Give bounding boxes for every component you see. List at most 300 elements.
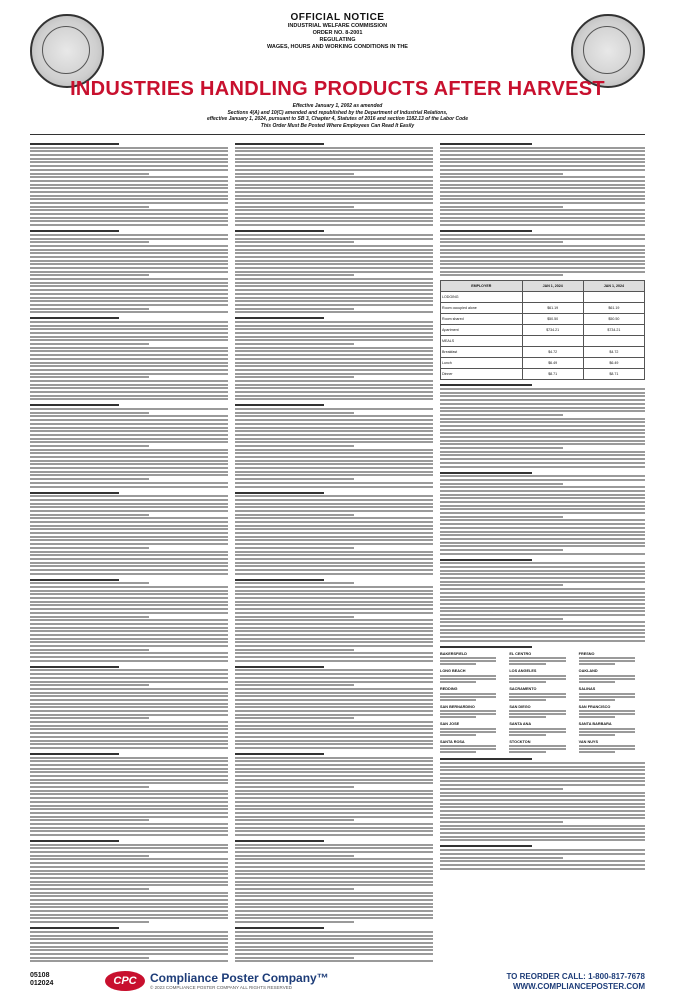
cpc-logo: CPC — [105, 971, 145, 991]
text-line — [440, 436, 645, 438]
text-line — [440, 614, 645, 616]
text-line — [30, 430, 228, 432]
text-line — [30, 917, 228, 919]
text-line — [235, 714, 433, 716]
text-line — [235, 460, 433, 462]
reorder-info — [506, 972, 645, 992]
text-line — [440, 147, 645, 149]
text-line — [235, 169, 433, 171]
text-line — [235, 892, 433, 894]
office-name: SAN FRANCISCO — [578, 704, 611, 709]
text-line — [440, 238, 645, 240]
text-line — [440, 814, 645, 816]
office-address-line — [440, 716, 476, 718]
text-line — [235, 506, 433, 508]
table-header: JAN 1, 2024 — [583, 281, 644, 292]
office-name: LONG BEACH — [440, 669, 466, 674]
text-line — [235, 380, 433, 382]
text-line — [235, 517, 433, 519]
regulating-label: REGULATING — [319, 37, 356, 43]
header-divider — [30, 134, 645, 135]
text-line — [30, 365, 228, 367]
text-line — [30, 267, 228, 269]
text-line — [235, 681, 433, 683]
text-line — [440, 249, 645, 251]
text-line — [440, 857, 563, 859]
text-line — [30, 198, 228, 200]
text-line — [235, 321, 433, 323]
text-line — [30, 495, 228, 497]
text-line — [30, 914, 228, 916]
text-line — [30, 906, 228, 908]
text-line — [235, 289, 433, 291]
text-line — [235, 308, 354, 310]
text-line — [235, 558, 433, 560]
text-line — [440, 519, 645, 521]
text-line — [440, 497, 645, 499]
text-line — [30, 703, 228, 705]
text-line — [30, 384, 228, 386]
text-line — [440, 621, 645, 623]
text-line — [235, 717, 354, 719]
text-line — [30, 274, 149, 276]
text-line — [440, 454, 645, 456]
text-line — [235, 551, 433, 553]
text-line — [440, 206, 563, 208]
office-address-line — [509, 728, 565, 730]
text-line — [30, 206, 149, 208]
table-row — [441, 292, 645, 303]
text-line — [440, 252, 645, 254]
text-line — [440, 508, 645, 510]
text-line — [30, 419, 228, 421]
text-line — [235, 482, 433, 484]
text-line — [30, 764, 228, 766]
office-name: SALINAS — [578, 686, 596, 691]
text-line — [30, 775, 228, 777]
text-line — [440, 512, 645, 514]
poster-codes — [30, 972, 53, 988]
text-line — [30, 423, 228, 425]
text-line — [235, 597, 433, 599]
text-line — [440, 780, 645, 782]
text-line — [30, 782, 228, 784]
text-line — [440, 202, 645, 204]
text-line — [235, 760, 433, 762]
text-line — [30, 499, 228, 501]
office-address-line — [440, 713, 496, 715]
text-line — [30, 328, 228, 330]
text-line — [30, 717, 149, 719]
text-line — [440, 173, 563, 175]
text-line — [440, 573, 645, 575]
text-line — [440, 217, 645, 219]
text-line — [235, 692, 433, 694]
text-line — [30, 471, 228, 473]
text-line — [235, 823, 433, 825]
text-line — [235, 753, 324, 755]
table-row — [441, 303, 645, 314]
text-line — [30, 797, 228, 799]
text-line — [30, 790, 228, 792]
text-line — [235, 779, 433, 781]
text-line — [30, 554, 228, 556]
text-line — [235, 376, 354, 378]
office-name: SANTA ROSA — [440, 739, 465, 744]
commission-name: INDUSTRIAL WELFARE COMMISSION — [287, 23, 388, 29]
text-line — [235, 669, 433, 671]
text-line — [30, 358, 228, 360]
text-line — [30, 601, 228, 603]
office-name: SAN DIEGO — [509, 704, 531, 709]
text-line — [440, 475, 645, 477]
text-line — [30, 452, 228, 454]
text-line — [30, 786, 149, 788]
text-line — [235, 816, 433, 818]
text-line — [440, 274, 563, 276]
text-line — [235, 569, 433, 571]
text-line — [235, 608, 433, 610]
text-line — [30, 634, 228, 636]
text-column-2 — [235, 139, 433, 964]
text-line — [440, 260, 645, 262]
text-line — [30, 888, 149, 890]
text-line — [30, 721, 228, 723]
table-cell: $4.72 — [522, 347, 583, 358]
text-line — [30, 736, 228, 738]
text-line — [235, 213, 433, 215]
office-address-line — [440, 734, 476, 736]
text-line — [30, 256, 228, 258]
text-line — [440, 795, 645, 797]
text-line — [235, 358, 433, 360]
text-line — [235, 252, 433, 254]
labor-office-entry — [579, 669, 645, 684]
text-line — [440, 832, 645, 834]
text-line — [30, 238, 228, 240]
posting-instruction: This Order Must Be Posted Where Employees Can Read It Easily — [260, 123, 415, 129]
text-line — [30, 725, 228, 727]
text-line — [30, 241, 149, 243]
text-line — [30, 412, 149, 414]
text-line — [30, 230, 119, 232]
office-address-line — [440, 751, 476, 753]
text-line — [30, 300, 228, 302]
text-line — [440, 588, 645, 590]
text-line — [440, 410, 645, 412]
labor-office-entry — [579, 722, 645, 737]
office-address-line — [440, 663, 476, 665]
text-line — [440, 161, 645, 163]
text-line — [440, 562, 645, 564]
office-address-line — [440, 699, 476, 701]
text-line — [440, 267, 645, 269]
text-line — [440, 545, 645, 547]
text-line — [440, 559, 532, 561]
text-line — [440, 220, 645, 222]
office-address-line — [509, 748, 565, 750]
text-line — [235, 362, 433, 364]
text-line — [30, 492, 119, 494]
text-line — [30, 740, 228, 742]
text-line — [30, 927, 119, 929]
labor-office-entry — [509, 687, 575, 702]
office-name: SAN JOSE — [440, 722, 460, 727]
text-line — [235, 176, 433, 178]
reorder-url[interactable]: WWW.COMPLIANCEPOSTER.COM — [513, 982, 645, 991]
text-line — [440, 581, 645, 583]
text-line — [30, 173, 149, 175]
text-line — [440, 440, 645, 442]
text-line — [235, 677, 433, 679]
labor-office-entry — [579, 687, 645, 702]
text-line — [235, 143, 324, 145]
text-line — [440, 640, 645, 642]
text-line — [235, 812, 433, 814]
labor-office-entry — [579, 652, 645, 667]
text-line — [30, 805, 228, 807]
text-line — [235, 641, 433, 643]
office-address-line — [509, 713, 565, 715]
text-line — [440, 592, 645, 594]
text-line — [235, 387, 433, 389]
text-line — [235, 710, 433, 712]
text-line — [235, 805, 433, 807]
text-line — [440, 432, 645, 434]
text-line — [235, 855, 354, 857]
state-seal-left — [30, 14, 104, 88]
text-line — [30, 938, 228, 940]
text-line — [235, 881, 433, 883]
text-line — [235, 285, 433, 287]
text-line — [235, 528, 433, 530]
text-line — [235, 666, 324, 668]
text-line — [30, 695, 228, 697]
text-line — [235, 467, 433, 469]
labor-office-entry — [579, 705, 645, 720]
office-address-line — [579, 710, 635, 712]
office-address-line — [509, 710, 565, 712]
text-line — [235, 819, 354, 821]
office-address-line — [440, 748, 496, 750]
text-line — [235, 910, 433, 912]
text-line — [30, 612, 228, 614]
text-line — [235, 797, 433, 799]
text-line — [440, 447, 563, 449]
office-address-line — [440, 728, 496, 730]
text-line — [440, 184, 645, 186]
text-line — [235, 942, 433, 944]
text-line — [440, 154, 645, 156]
text-line — [30, 808, 228, 810]
text-line — [440, 534, 645, 536]
office-name: SAN BERNARDINO — [440, 704, 475, 709]
text-line — [30, 931, 228, 933]
table-cell: $61.19 — [583, 303, 644, 314]
labor-office-entry — [509, 722, 575, 737]
text-line — [235, 634, 433, 636]
table-cell: $734.21 — [583, 325, 644, 336]
text-line — [235, 495, 433, 497]
text-line — [235, 623, 433, 625]
text-line — [235, 649, 354, 651]
text-line — [235, 180, 433, 182]
text-line — [235, 452, 433, 454]
text-line — [30, 474, 228, 476]
text-line — [30, 714, 228, 716]
text-line — [30, 681, 228, 683]
text-line — [30, 467, 228, 469]
text-line — [30, 627, 228, 629]
column-2-body-text — [235, 143, 433, 964]
text-line — [30, 441, 228, 443]
text-line — [440, 234, 645, 236]
text-line — [235, 158, 433, 160]
text-line — [235, 903, 433, 905]
text-line — [235, 474, 433, 476]
text-line — [30, 449, 228, 451]
office-name: VAN NUYS — [578, 739, 598, 744]
text-line — [30, 669, 228, 671]
office-name: OAKLAND — [578, 669, 598, 674]
text-line — [235, 660, 433, 662]
text-line — [30, 369, 228, 371]
text-line — [30, 903, 228, 905]
text-line — [235, 884, 433, 886]
text-line — [440, 384, 532, 386]
table-cell: LODGING — [441, 292, 523, 303]
text-line — [235, 808, 433, 810]
text-line — [30, 884, 228, 886]
table-row — [441, 325, 645, 336]
text-line — [440, 399, 645, 401]
text-line — [30, 757, 228, 759]
text-line — [440, 758, 532, 760]
text-line — [30, 525, 228, 527]
table-cell: Room shared — [441, 314, 523, 325]
text-line — [235, 161, 433, 163]
text-line — [235, 347, 433, 349]
office-address-line — [579, 675, 635, 677]
text-line — [30, 597, 228, 599]
text-line — [30, 812, 228, 814]
text-line — [30, 844, 228, 846]
text-line — [235, 325, 433, 327]
labor-office-entry — [509, 705, 575, 720]
text-line — [235, 895, 433, 897]
text-line — [30, 652, 228, 654]
text-line — [30, 321, 228, 323]
text-line — [30, 332, 228, 334]
text-line — [440, 256, 645, 258]
text-line — [440, 836, 645, 838]
text-line — [440, 839, 645, 841]
text-line — [440, 542, 645, 544]
text-line — [235, 906, 433, 908]
text-line — [30, 858, 228, 860]
text-line — [30, 213, 228, 215]
table-cell: $8.71 — [522, 369, 583, 380]
text-line — [235, 238, 433, 240]
text-line — [30, 692, 228, 694]
text-line — [440, 777, 645, 779]
text-line — [440, 784, 645, 786]
office-address-line — [440, 693, 496, 695]
office-address-line — [509, 699, 545, 701]
text-line — [30, 380, 228, 382]
text-line — [30, 910, 228, 912]
office-name: REDDING — [440, 686, 458, 691]
text-line — [235, 343, 354, 345]
office-address-line — [579, 731, 635, 733]
text-line — [30, 819, 149, 821]
text-line — [235, 851, 433, 853]
text-line — [440, 466, 645, 468]
text-line — [30, 623, 228, 625]
text-line — [235, 703, 433, 705]
text-line — [235, 445, 354, 447]
text-line — [440, 165, 645, 167]
text-line — [30, 404, 119, 406]
table-cell — [522, 292, 583, 303]
office-address-line — [440, 696, 496, 698]
text-line — [235, 931, 433, 933]
text-line — [30, 573, 228, 575]
text-line — [440, 603, 645, 605]
text-line — [235, 834, 433, 836]
text-line — [235, 938, 433, 940]
text-line — [30, 684, 149, 686]
text-line — [30, 942, 228, 944]
text-line — [440, 825, 645, 827]
table-header: EMPLOYER — [441, 281, 523, 292]
text-line — [30, 855, 149, 857]
text-line — [235, 278, 433, 280]
text-line — [30, 297, 228, 299]
text-line — [30, 147, 228, 149]
table-cell — [522, 336, 583, 347]
text-line — [235, 173, 354, 175]
text-line — [235, 764, 433, 766]
text-line — [235, 430, 433, 432]
brand-name: Compliance Poster Company™ — [150, 971, 329, 985]
text-line — [235, 317, 324, 319]
office-address-line — [509, 657, 565, 659]
text-line — [235, 757, 433, 759]
text-line — [440, 607, 645, 609]
text-line — [30, 892, 228, 894]
text-line — [440, 618, 563, 620]
text-line — [440, 271, 645, 273]
text-line — [235, 914, 433, 916]
text-line — [235, 224, 433, 226]
text-line — [30, 638, 228, 640]
text-line — [440, 241, 563, 243]
text-line — [30, 816, 228, 818]
text-line — [30, 408, 228, 410]
text-line — [30, 415, 228, 417]
text-line — [235, 373, 433, 375]
text-line — [30, 311, 228, 313]
office-address-line — [579, 748, 635, 750]
text-line — [440, 769, 645, 771]
text-line — [30, 278, 228, 280]
text-line — [235, 234, 433, 236]
text-line — [30, 169, 228, 171]
text-line — [30, 616, 149, 618]
text-line — [235, 441, 433, 443]
text-line — [440, 817, 645, 819]
